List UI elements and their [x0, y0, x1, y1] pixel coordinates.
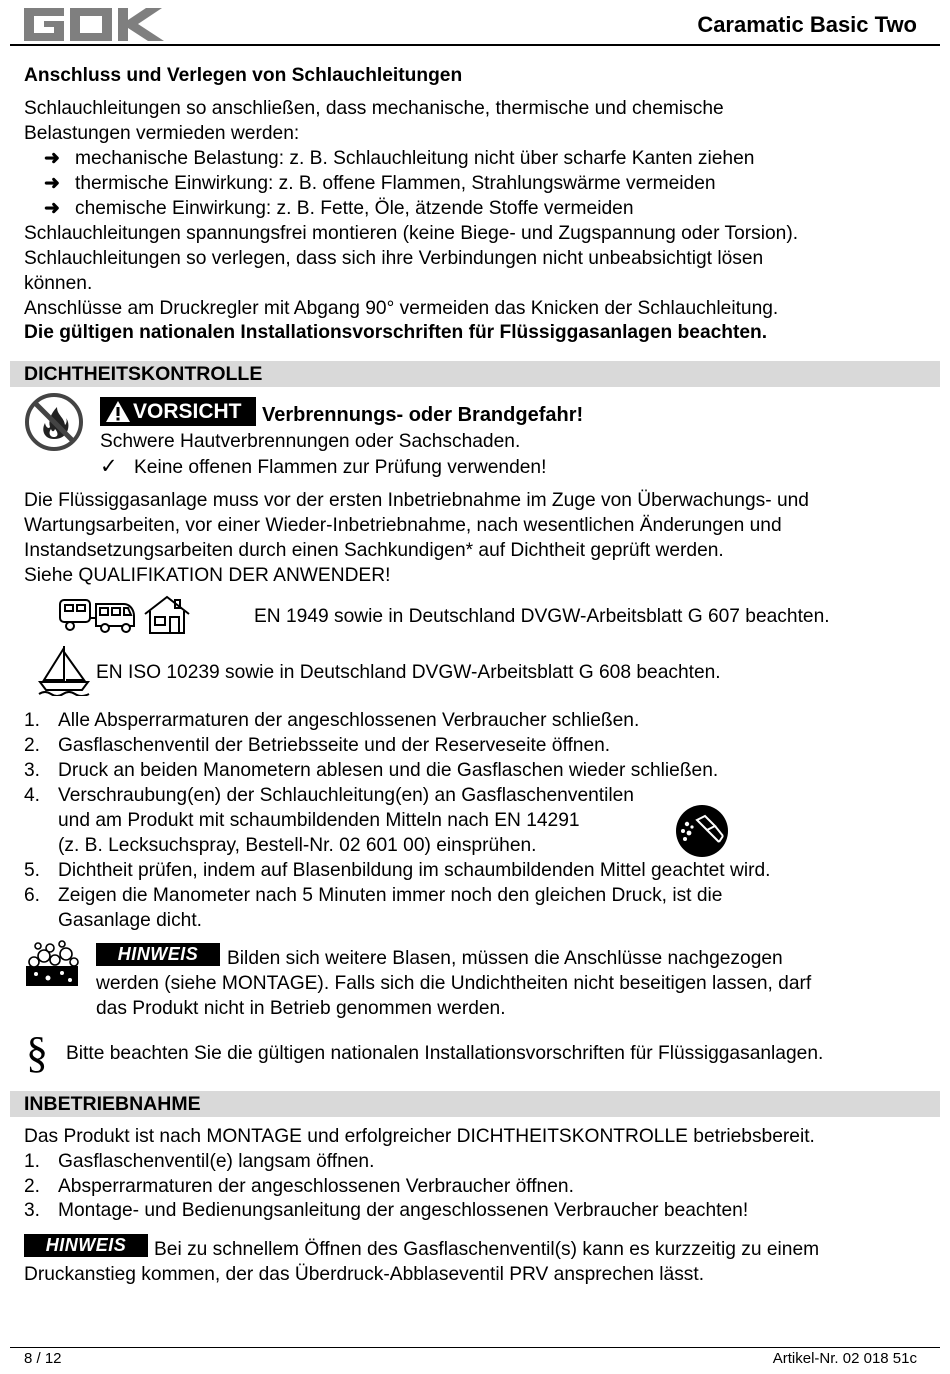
check-icon: ✓	[100, 455, 118, 478]
no-open-flame-icon	[24, 392, 84, 452]
hoses-paragraph: Schlauchleitungen so verlegen, dass sich ihre Verbindungen nicht unbeabsichtigt lösen	[24, 248, 764, 269]
list-item: ➜ thermische Einwirkung: z. B. offene Flammen, Strahlungswärme vermeiden	[44, 173, 716, 194]
warning-triangle-icon	[105, 400, 131, 423]
arrow-right-icon: ➜	[44, 148, 61, 169]
hoses-intro-line-1: Schlauchleitungen so anschließen, dass mechanische, thermische und chemische	[24, 98, 724, 119]
leak-spray-icon	[675, 804, 729, 858]
product-name: Caramatic Basic Two	[697, 12, 917, 37]
list-item: 2. Absperrarmaturen der angeschlossenen Verbraucher öffnen.	[24, 1176, 574, 1197]
notice-text-line: das Produkt nicht in Betrieb genommen werden.	[96, 998, 506, 1019]
sailboat-icon	[38, 644, 92, 696]
list-item-continuation: Gasanlage dicht.	[58, 910, 202, 931]
list-item: 2. Gasflaschenventil der Betriebsseite und der Reserveseite öffnen.	[24, 735, 611, 756]
boat-standard-note: EN ISO 10239 sowie in Deutschland DVGW-Arbeitsblatt G 608 beachten.	[96, 662, 721, 683]
arrow-right-icon: ➜	[44, 173, 61, 194]
notice-text-line: Druckanstieg kommen, der das Überdruck-Abblaseventil PRV ansprechen lässt.	[24, 1264, 705, 1285]
list-item-continuation: und am Produkt mit schaumbildenden Mitteln nach EN 14291	[58, 810, 580, 831]
hoses-paragraph: Anschlüsse am Druckregler mit Abgang 90° vermeiden das Knicken der Schlauchleitung.	[24, 298, 779, 319]
vehicle-standard-note: EN 1949 sowie in Deutschland DVGW-Arbeitsblatt G 607 beachten.	[254, 606, 830, 627]
hoses-intro-line-2: Belastungen vermieden werden:	[24, 123, 300, 144]
caravan-motorhome-icon	[58, 596, 138, 636]
leak-paragraph: Instandsetzungsarbeiten durch einen Sachkundigen* auf Dichtheit geprüft werden.	[24, 540, 724, 561]
list-item: 3. Montage- und Bedienungsanleitung der angeschlossenen Verbraucher beachten!	[24, 1200, 749, 1221]
notice-text-line: werden (siehe MONTAGE). Falls sich die Undichtheiten nicht beseitigen lassen, darf	[96, 973, 812, 994]
warning-title: Verbrennungs- oder Brandgefahr!	[262, 404, 584, 426]
list-item: ➜ chemische Einwirkung: z. B. Fette, Öle, ätzende Stoffe vermeiden	[44, 198, 634, 219]
leak-paragraph: Wartungsarbeiten, vor einer Wieder-Inbetriebnahme, nach wesentlichen Änderungen und	[24, 515, 782, 536]
section-heading-leak-test: DICHTHEITSKONTROLLE	[24, 363, 263, 385]
footer-rule	[10, 1347, 940, 1348]
section-heading-commissioning: INBETRIEBNAHME	[24, 1093, 201, 1115]
list-item: 3. Druck an beiden Manometern ablesen und die Gasflaschen wieder schließen.	[24, 760, 719, 781]
section-bar-leak-test	[10, 361, 940, 387]
list-item: 6. Zeigen die Manometer nach 5 Minuten immer noch den gleichen Druck, ist die	[24, 885, 723, 906]
list-item: 4. Verschraubung(en) der Schlauchleitung(en) an Gasflaschenventilen	[24, 785, 634, 806]
leak-paragraph: Siehe QUALIFIKATION DER ANWENDER!	[24, 565, 391, 586]
hoses-paragraph: können.	[24, 273, 93, 294]
header-rule	[10, 44, 940, 46]
section-heading-hoses: Anschluss und Verlegen von Schlauchleitungen	[24, 65, 463, 86]
caution-badge: VORSICHT	[100, 397, 256, 426]
gok-logo	[24, 8, 200, 41]
commissioning-intro: Das Produkt ist nach MONTAGE und erfolgreicher DICHTHEITSKONTROLLE betriebsbereit.	[24, 1126, 815, 1147]
section-bar-commissioning	[10, 1091, 940, 1117]
list-item-continuation: (z. B. Lecksuchspray, Bestell-Nr. 02 601 00) einsprühen.	[58, 835, 537, 856]
hoses-paragraph: Schlauchleitungen spannungsfrei montieren (keine Biege- und Zugspannung oder Torsion).	[24, 223, 799, 244]
notice-badge: HINWEIS	[24, 1234, 148, 1257]
arrow-right-icon: ➜	[44, 198, 61, 219]
leak-paragraph: Die Flüssiggasanlage muss vor der ersten Inbetriebnahme im Zuge von Überwachungs- und	[24, 490, 809, 511]
legal-note: Bitte beachten Sie die gültigen nationalen Installationsvorschriften für Flüssiggasanlagen.	[66, 1043, 824, 1064]
list-item: 1. Alle Absperrarmaturen der angeschlossenen Verbraucher schließen.	[24, 710, 640, 731]
warning-action: ✓ Keine offenen Flammen zur Prüfung verwenden!	[100, 455, 547, 478]
notice-text-line: Bei zu schnellem Öffnen des Gasflaschenventil(s) kann es kurzzeitig zu einem	[154, 1239, 820, 1260]
notice-badge: HINWEIS	[96, 943, 220, 966]
notice-text-line: Bilden sich weitere Blasen, müssen die Anschlüsse nachgezogen	[227, 948, 783, 969]
list-item: 5. Dichtheit prüfen, indem auf Blasenbildung im schaumbildenden Mittel geachtet wird.	[24, 860, 771, 881]
page-number: 8 / 12	[24, 1350, 62, 1367]
house-icon	[142, 594, 192, 636]
hoses-regulation-note: Die gültigen nationalen Installationsvorschriften für Flüssiggasanlagen beachten.	[24, 322, 768, 343]
list-item: ➜ mechanische Belastung: z. B. Schlauchleitung nicht über scharfe Kanten ziehen	[44, 148, 755, 169]
list-item: 1. Gasflaschenventil(e) langsam öffnen.	[24, 1151, 375, 1172]
paragraph-sign-icon: §	[26, 1028, 48, 1077]
warning-text: Schwere Hautverbrennungen oder Sachschaden.	[100, 431, 521, 452]
article-number: Artikel-Nr. 02 018 51c	[772, 1350, 917, 1367]
bubbles-icon	[24, 940, 80, 988]
